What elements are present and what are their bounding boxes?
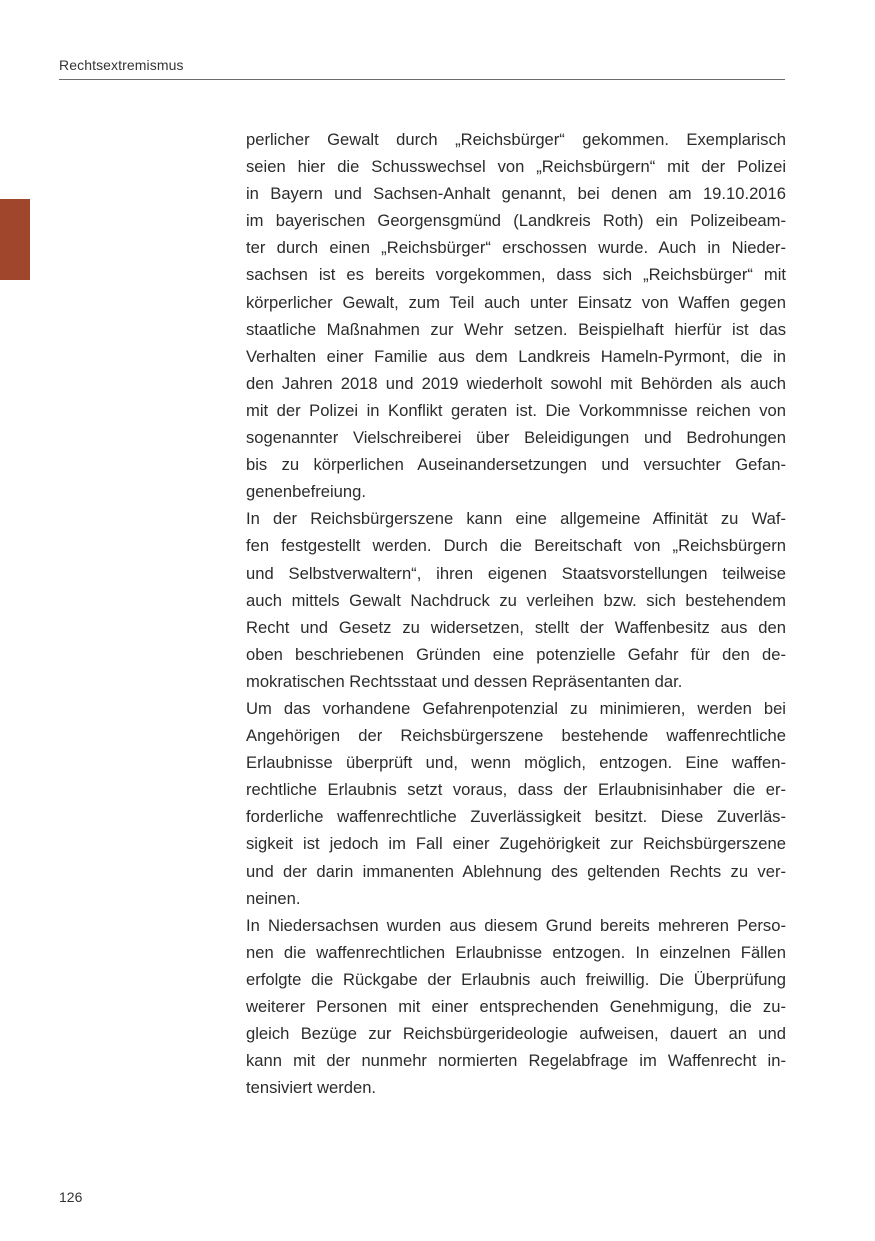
text-line: in Bayern und Sachsen-Anhalt genannt, bei denen am 19.10.2016: [246, 184, 786, 204]
text-line: In der Reichsbürgerszene kann eine allgemeine Affinität zu Waf-: [246, 509, 786, 529]
text-line: oben beschriebenen Gründen eine potenzielle Gefahr für den de-: [246, 644, 786, 664]
text-line: bis zu körperlichen Auseinandersetzungen und versuchter Gefan-: [246, 455, 786, 475]
text-line: staatliche Maßnahmen zur Wehr setzen. Beispielhaft hierfür ist das: [246, 319, 786, 339]
page-number: 126: [59, 1189, 83, 1205]
text-line: den Jahren 2018 und 2019 wiederholt sowohl mit Behörden als auch: [246, 373, 786, 393]
text-line: und Selbstverwaltern“, ihren eigenen Staatsvorstellungen teilweise: [246, 563, 786, 583]
text-line: neinen.: [246, 888, 301, 908]
text-line: fen festgestellt werden. Durch die Bereitschaft von „Reichsbürgern: [246, 536, 786, 556]
text-line: und der darin immanenten Ablehnung des geltenden Rechts zu ver-: [246, 861, 786, 881]
text-line: auch mittels Gewalt Nachdruck zu verleihen bzw. sich bestehendem: [246, 590, 786, 610]
text-line: kann mit der nunmehr normierten Regelabfrage im Waffenrecht in-: [246, 1051, 786, 1071]
text-line: ter durch einen „Reichsbürger“ erschossen wurde. Auch in Nieder-: [246, 238, 786, 258]
text-line: genenbefreiung.: [246, 482, 366, 502]
text-line: Um das vorhandene Gefahrenpotenzial zu minimieren, werden bei: [246, 698, 786, 718]
text-line: Verhalten einer Familie aus dem Landkreis Hameln-Pyrmont, die in: [246, 346, 786, 366]
text-line: mokratischen Rechtsstaat und dessen Repräsentanten dar.: [246, 671, 683, 691]
running-head: Rechtsextremismus: [59, 57, 184, 73]
text-line: sigkeit ist jedoch im Fall einer Zugehörigkeit zur Reichsbürgerszene: [246, 834, 786, 854]
text-line: rechtliche Erlaubnis setzt voraus, dass der Erlaubnisinhaber die er-: [246, 780, 786, 800]
text-line: sogenannter Vielschreiberei über Beleidigungen und Bedrohungen: [246, 428, 786, 448]
text-line: seien hier die Schusswechsel von „Reichsbürgern“ mit der Polizei: [246, 157, 786, 177]
text-line: im bayerischen Georgensgmünd (Landkreis Roth) ein Polizeibeam-: [246, 211, 786, 231]
text-line: forderliche waffenrechtliche Zuverlässigkeit besitzt. Diese Zuverläs-: [246, 807, 786, 827]
text-line: Erlaubnisse überprüft und, wenn möglich, entzogen. Eine waffen-: [246, 753, 786, 773]
text-line: erfolgte die Rückgabe der Erlaubnis auch freiwillig. Die Überprüfung: [246, 969, 786, 989]
text-line: körperlicher Gewalt, zum Teil auch unter Einsatz von Waffen gegen: [246, 292, 786, 312]
text-line: In Niedersachsen wurden aus diesem Grund bereits mehreren Perso-: [246, 915, 786, 935]
text-line: Recht und Gesetz zu widersetzen, stellt der Waffenbesitz aus den: [246, 617, 786, 637]
text-line: nen die waffenrechtlichen Erlaubnisse entzogen. In einzelnen Fällen: [246, 942, 786, 962]
text-line: perlicher Gewalt durch „Reichsbürger“ gekommen. Exemplarisch: [246, 130, 786, 149]
text-line: gleich Bezüge zur Reichsbürgerideologie aufweisen, dauert an und: [246, 1024, 786, 1044]
text-line: mit der Polizei in Konflikt geraten ist. Die Vorkommnisse reichen von: [246, 400, 786, 420]
text-line: sachsen ist es bereits vorgekommen, dass sich „Reichsbürger“ mit: [246, 265, 786, 285]
body-text: [246, 126, 786, 1101]
text-line: Angehörigen der Reichsbürgerszene bestehende waffenrechtliche: [246, 726, 786, 746]
text-line: weiterer Personen mit einer entsprechenden Genehmigung, die zu-: [246, 997, 786, 1016]
chapter-tab-marker: [0, 199, 30, 280]
text-line: tensiviert werden.: [246, 1078, 377, 1098]
header-rule: [59, 79, 785, 80]
